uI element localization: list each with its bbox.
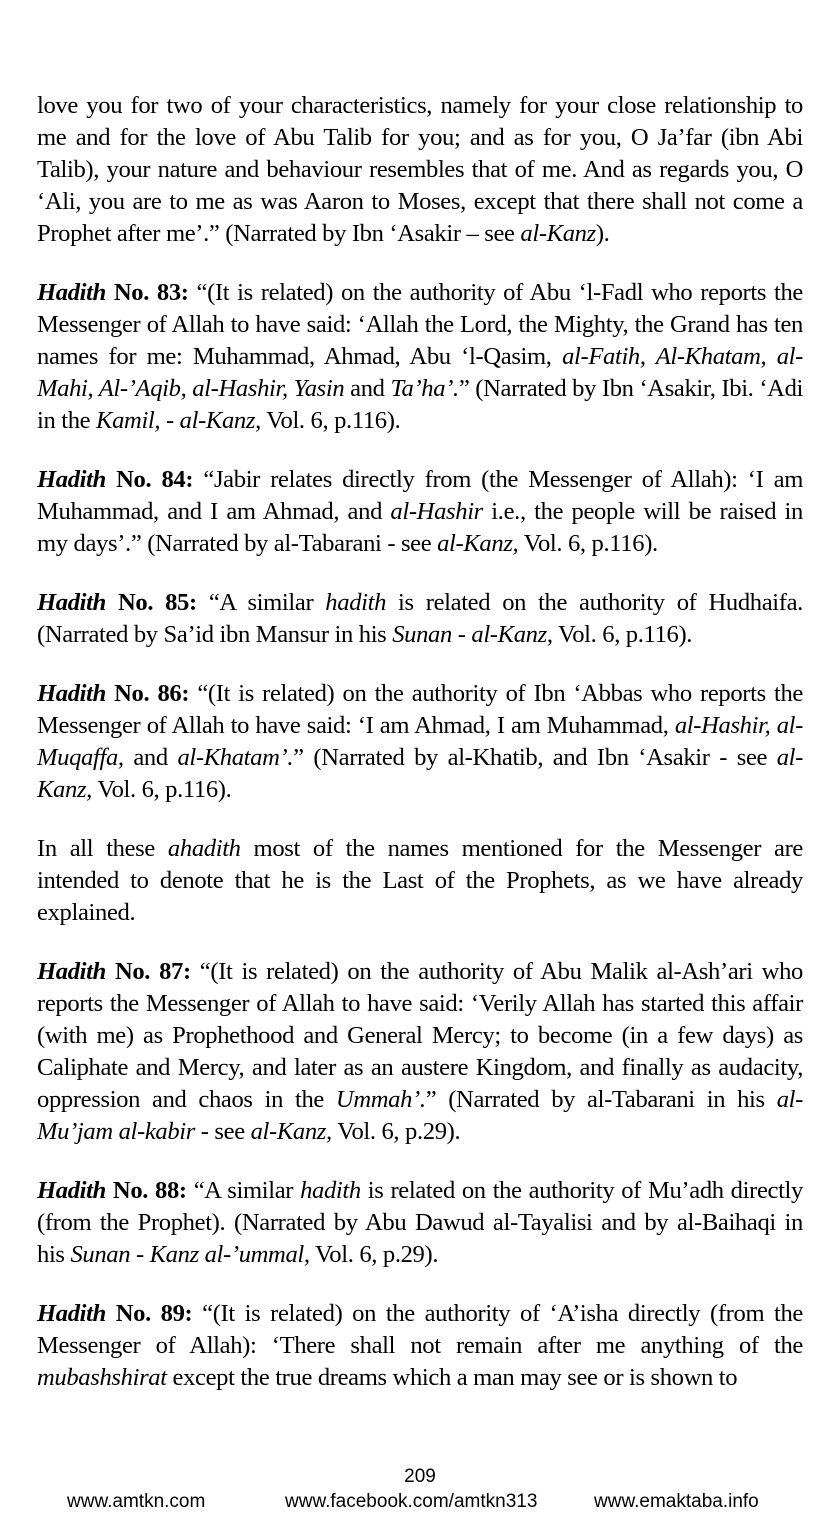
text-run: ” (Narrated by al-Tabarani in his — [425, 1086, 777, 1113]
italic-term: al-Kanz, — [179, 407, 261, 434]
paragraph — [37, 956, 803, 1148]
italic-term: Kamil, — [96, 407, 161, 434]
hadith-number: No. 83: — [105, 279, 189, 306]
hadith-label: Hadith — [37, 680, 106, 707]
italic-term: al-Fatih, Al-Khatam, al-Mahi, Al-’Aqib, al-Hashir, Yasin — [37, 343, 804, 402]
paragraph — [37, 833, 803, 929]
text-run: and — [344, 375, 391, 402]
italic-term: hadith — [300, 1177, 361, 1204]
footer-link-facebook[interactable]: www.facebook.com/amtkn313 — [285, 1491, 538, 1512]
italic-term: Ummah’. — [335, 1086, 426, 1113]
text-run: is related on the authority of Hudhaifa. (Narrated by Sa’id ibn Mansur in his — [37, 589, 803, 648]
paragraph — [37, 464, 803, 560]
paragraph — [37, 1175, 803, 1271]
paragraph — [37, 1298, 803, 1394]
text-run: Vol. 6, p.29). — [309, 1241, 439, 1268]
italic-term: Sunan - Kanz al-’ummal, — [70, 1241, 310, 1268]
text-run: Vol. 6, p.116). — [91, 776, 232, 803]
text-run: “(It is related) on the authority of ‘A’isha directly (from the Messenger of Allah): ‘There shall not remain after me anything of the — [37, 1300, 803, 1359]
italic-term: al-Hashir — [390, 498, 483, 525]
text-run: ” (Narrated by Ibn ‘Asakir, Ibi. ‘Adi in the — [37, 375, 803, 434]
text-run: most of the names mentioned for the Messenger are intended to denote that he is the Last of the Prophets, as we have already explained. — [37, 835, 803, 926]
hadith-number: No. 84: — [105, 466, 194, 493]
text-run: “Jabir relates directly from (the Messenger of Allah): ‘I am Muhammad, and I am Ahmad, and — [37, 466, 803, 525]
hadith-label: Hadith — [37, 279, 106, 306]
italic-term: hadith — [325, 589, 387, 616]
italic-term: ahadith — [167, 835, 241, 862]
hadith-number: No. 85: — [105, 589, 197, 616]
italic-term: al-Khatam’. — [177, 744, 294, 771]
text-run: ). — [595, 220, 610, 247]
text-run: Vol. 6, p.29). — [331, 1118, 461, 1145]
text-run: “(It is related) on the authority of Abu Malik al-Ash’ari who reports the Messenger of Allah to have said: ‘Verily Allah has started this affair (with me) as Prophethood and General Mercy; to become (in a few days) as Caliphate and Mercy, and later as an austere Kingdom, and finally as audacity, oppression and chaos in the — [37, 958, 803, 1113]
hadith-label: Hadith — [37, 1177, 106, 1204]
text-run: Vol. 6, p.116). — [518, 530, 658, 557]
paragraph — [37, 277, 803, 437]
text-run: “(It is related) on the authority of Abu ‘l-Fadl who reports the Messenger of Allah to have said: ‘Allah the Lord, the Mighty, the Grand has ten names for me: Muhammad, Ahmad, Abu ‘l-Qasim, — [37, 279, 803, 370]
text-run: “A similar — [196, 589, 326, 616]
text-run: ” (Narrated by al-Khatib, and Ibn ‘Asakir - see — [293, 744, 777, 771]
hadith-label: Hadith — [37, 1300, 106, 1327]
text-run: except the true dreams which a man may see or is shown to — [166, 1364, 738, 1391]
footer — [0, 1490, 840, 1516]
text-run: In all these — [37, 835, 168, 862]
text-run: love you for two of your characteristics, namely for your close relationship to me and for the love of Abu Talib for you; and as for you, O Ja’far (ibn Abi Talib), your nature and behaviour resembles that of me. And as regards you, O ‘Ali, you are to me as was Aaron to Moses, except that there shall not come a Prophet after me’.” (Narrated by Ibn ‘Asakir – see — [37, 92, 803, 247]
italic-term: al-Hashir, al-Muqaffa, — [37, 712, 803, 771]
hadith-label: Hadith — [37, 466, 106, 493]
text-run: Vol. 6, p.116). — [552, 621, 693, 648]
paragraph — [37, 587, 803, 651]
italic-term: al-Kanz, — [250, 1118, 332, 1145]
italic-term: mubashshirat — [37, 1364, 167, 1391]
text-run: - see — [195, 1118, 251, 1145]
italic-term: al-Mu’jam al-kabir — [37, 1086, 803, 1145]
text-run: i.e., the people will be raised in my days’.” (Narrated by al-Tabarani - see — [37, 498, 803, 557]
text-run: “(It is related) on the authority of Ibn ‘Abbas who reports the Messenger of Allah to have said: ‘I am Ahmad, I am Muhammad, — [37, 680, 803, 739]
hadith-label: Hadith — [37, 958, 106, 985]
hadith-number: No. 88: — [105, 1177, 187, 1204]
italic-term: al-Kanz, — [37, 744, 804, 803]
hadith-label: Hadith — [37, 589, 106, 616]
text-run: “A similar — [186, 1177, 301, 1204]
text-run: is related on the authority of Mu’adh directly (from the Prophet). (Narrated by Abu Dawud al-Tayalisi and by al-Baihaqi in his — [37, 1177, 803, 1268]
italic-term: al-Kanz, — [437, 530, 519, 557]
italic-term: Ta’ha’. — [390, 375, 459, 402]
hadith-number: No. 89: — [105, 1300, 193, 1327]
hadith-number: No. 87: — [105, 958, 191, 985]
page-body — [37, 90, 803, 1421]
text-run: and — [123, 744, 178, 771]
paragraph — [37, 90, 803, 250]
text-run: Vol. 6, p.116). — [260, 407, 401, 434]
italic-term: al-Kanz — [520, 220, 596, 247]
paragraph — [37, 678, 803, 806]
footer-link-amtkn[interactable]: www.amtkn.com — [67, 1491, 206, 1512]
italic-term: Sunan - al-Kanz, — [392, 621, 553, 648]
hadith-number: No. 86: — [105, 680, 190, 707]
text-run: - — [160, 407, 180, 434]
footer-link-emaktaba[interactable]: www.emaktaba.info — [594, 1491, 759, 1512]
page-number: 209 — [404, 1466, 436, 1487]
